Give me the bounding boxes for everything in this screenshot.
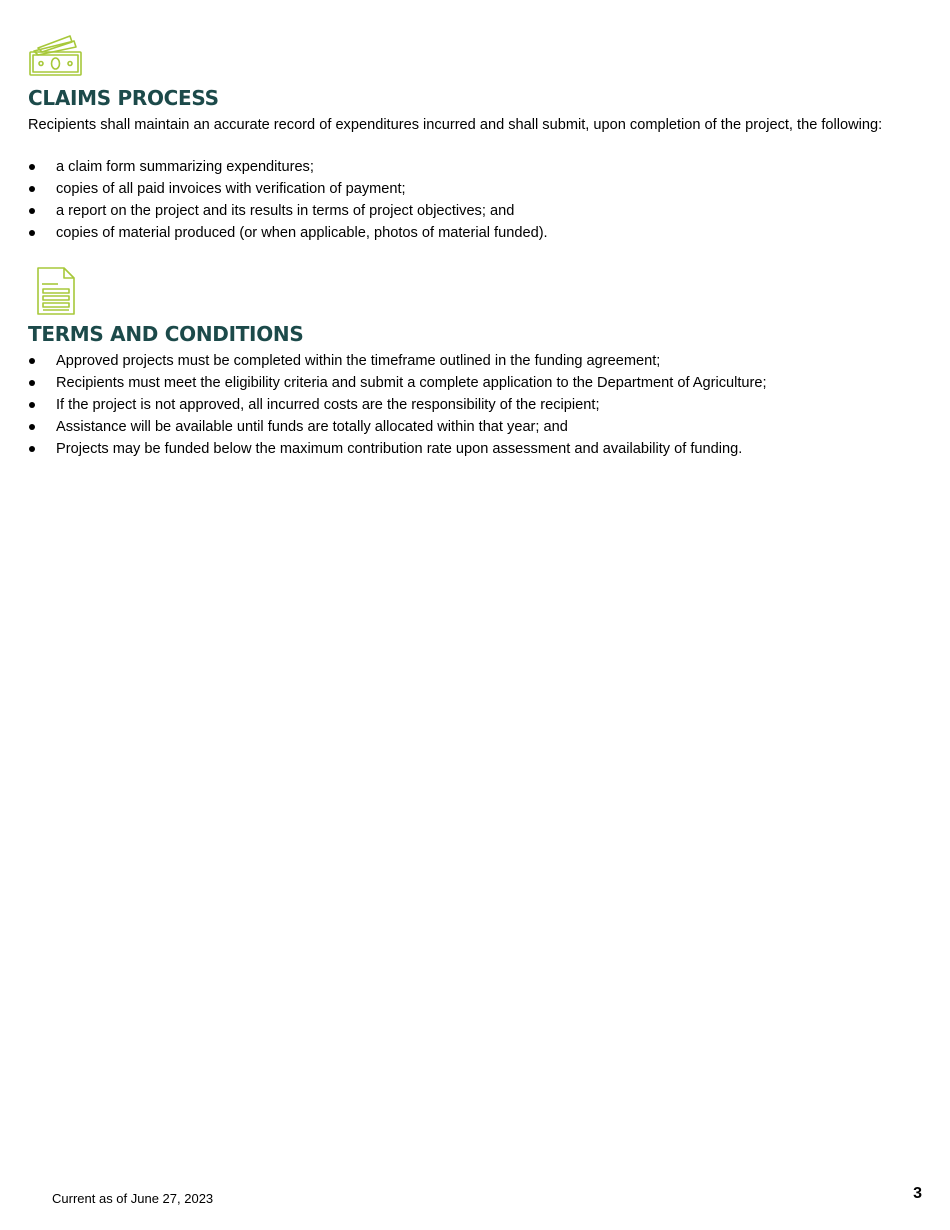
terms-heading: TERMS AND CONDITIONS bbox=[28, 322, 304, 346]
list-item: Recipients must meet the eligibility criteria and submit a complete application to the Department of Agriculture; bbox=[28, 372, 767, 394]
claims-list bbox=[28, 156, 548, 244]
list-item: Projects may be funded below the maximum contribution rate upon assessment and availability of funding. bbox=[28, 438, 767, 460]
list-item: a claim form summarizing expenditures; bbox=[28, 156, 548, 178]
footer-date: Current as of June 27, 2023 bbox=[52, 1191, 214, 1206]
claims-heading: CLAIMS PROCESS bbox=[28, 86, 219, 110]
list-item: a report on the project and its results in terms of project objectives; and bbox=[28, 200, 548, 222]
list-item: Approved projects must be completed within the timeframe outlined in the funding agreement; bbox=[28, 350, 767, 372]
list-item: If the project is not approved, all incurred costs are the responsibility of the recipient; bbox=[28, 394, 767, 416]
claims-intro: Recipients shall maintain an accurate record of expenditures incurred and shall submit, upon completion of the project, the following: bbox=[28, 117, 883, 133]
list-item: copies of material produced (or when applicable, photos of material funded). bbox=[28, 222, 548, 244]
page-number: 3 bbox=[913, 1185, 922, 1202]
list-item: Assistance will be available until funds are totally allocated within that year; and bbox=[28, 416, 767, 438]
terms-list bbox=[28, 350, 767, 460]
list-item: copies of all paid invoices with verification of payment; bbox=[28, 178, 548, 200]
money-icon bbox=[28, 34, 84, 78]
document-icon bbox=[36, 266, 76, 316]
